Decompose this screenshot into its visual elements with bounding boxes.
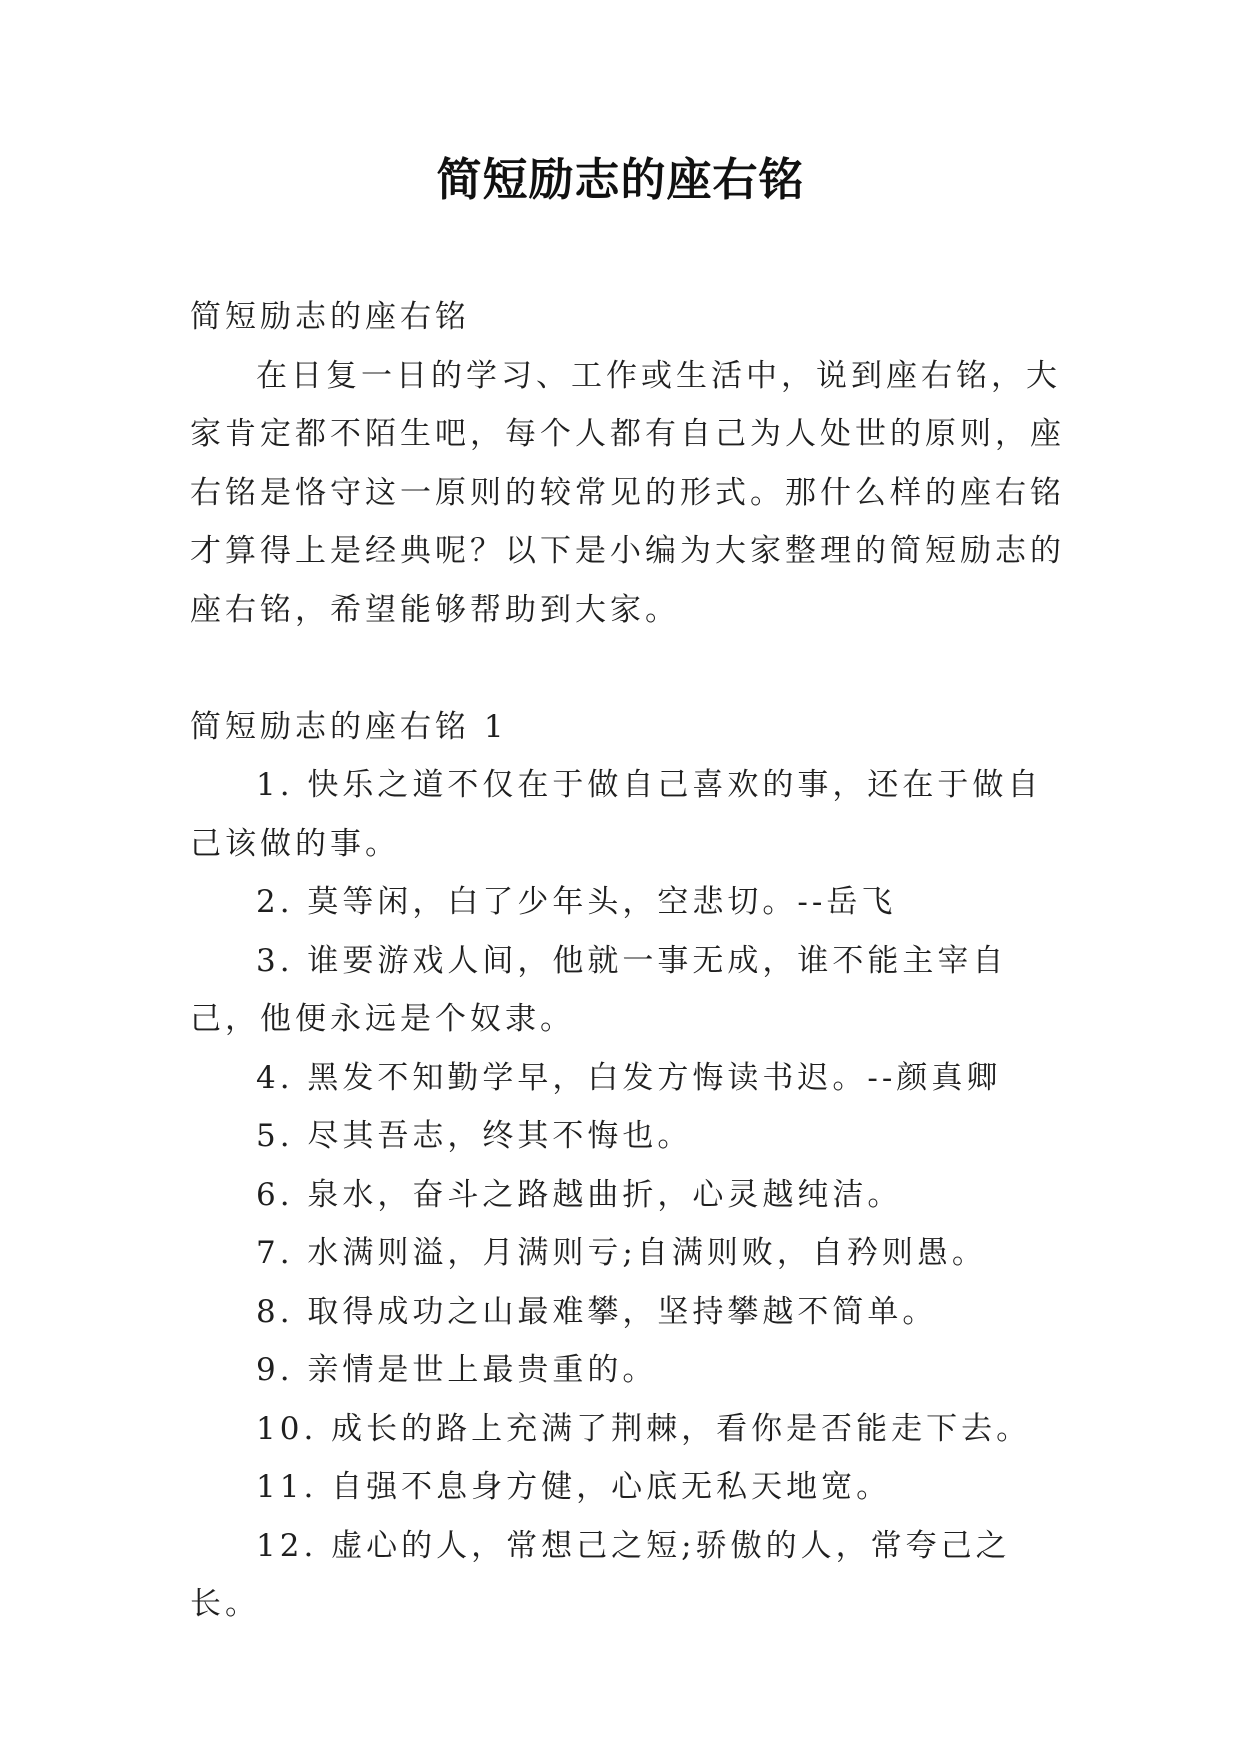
- list-item: 8. 取得成功之山最难攀，坚持攀越不简单。: [256, 1293, 938, 1330]
- list-item: 1. 快乐之道不仅在于做自己喜欢的事，还在于做自己该做的事。: [190, 767, 1043, 862]
- list-item: 9. 亲情是世上最贵重的。: [256, 1352, 658, 1388]
- list-item: 4. 黑发不知勤学早，白发方悔读书迟。--颜真卿: [256, 1059, 1002, 1096]
- list-item: 3. 谁要游戏人间，他就一事无成，谁不能主宰自己，他便永远是个奴隶。: [190, 942, 1008, 1037]
- list-item: 7. 水满则溢，月满则亏;自满则败，自矜则愚。: [256, 1235, 987, 1271]
- document-body: [190, 288, 1070, 1634]
- list-item: 6. 泉水，奋斗之路越曲折，心灵越纯洁。: [256, 1176, 903, 1213]
- list-item: 2. 莫等闲，白了少年头，空悲切。--岳飞: [256, 884, 897, 920]
- section-heading: 简短励志的座右铭 1: [190, 708, 508, 745]
- document-title: 简短励志的座右铭: [436, 153, 805, 206]
- list-item: 10. 成长的路上充满了荆棘，看你是否能走下去。: [256, 1410, 1032, 1447]
- intro-paragraph: 在日复一日的学习、工作或生活中，说到座右铭，大家肯定都不陌生吧，每个人都有自己为人处世的原则，座右铭是恪守这一原则的较常见的形式。那什么样的座右铭才算得上是经典呢？以下是小编为大家整理的简短励志的座右铭，希望能够帮助到大家。: [190, 357, 1065, 628]
- intro-heading: 简短励志的座右铭: [190, 299, 470, 335]
- list-item: 5. 尽其吾志，终其不悔也。: [256, 1118, 693, 1154]
- list-item: 12. 虚心的人，常想己之短;骄傲的人，常夸己之长。: [190, 1527, 1011, 1622]
- list-item: 11. 自强不息身方健，心底无私天地宽。: [256, 1469, 892, 1505]
- paragraph-gap: [190, 639, 1070, 698]
